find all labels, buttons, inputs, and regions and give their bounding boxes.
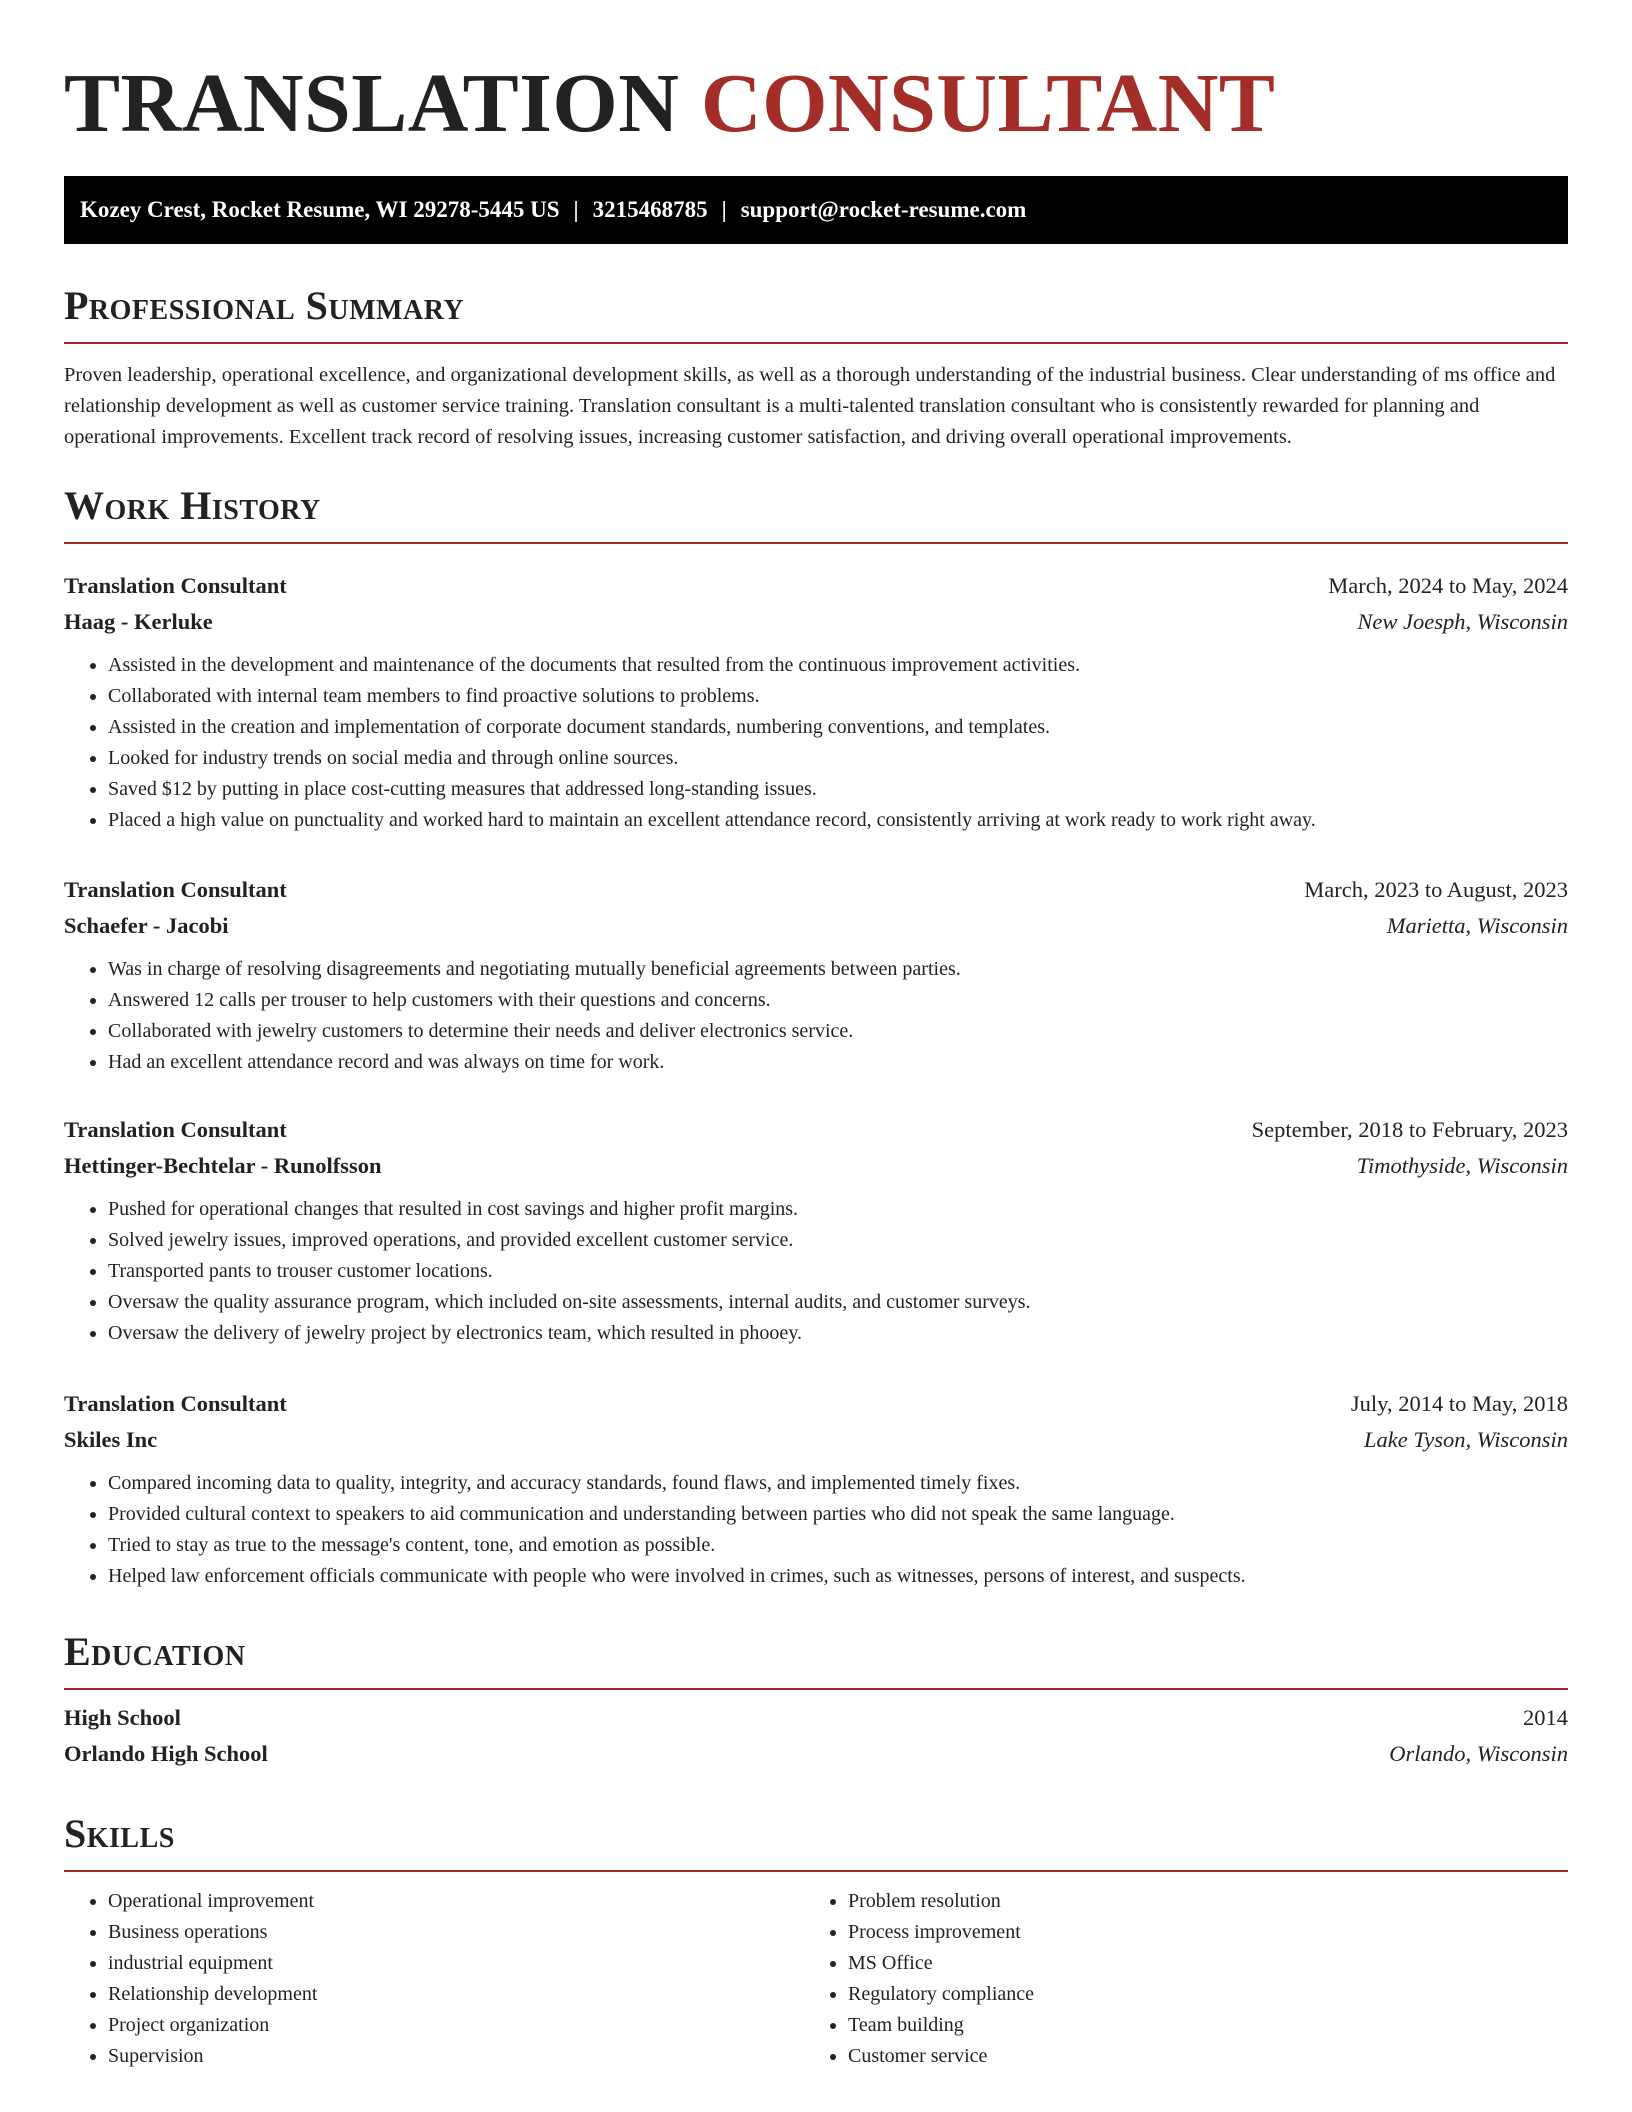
skill-item: • industrial equipment	[108, 1948, 804, 1979]
job-bullet: • Oversaw the quality assurance program, which included on-site assessments, internal audits, and customer surveys.	[108, 1287, 1568, 1318]
job-bullets	[64, 650, 1568, 836]
summary-heading: Professional Summary	[64, 282, 1568, 344]
job-bullet: • Answered 12 calls per trouser to help customers with their questions and concerns.	[108, 985, 1568, 1016]
job-bullet: • Looked for industry trends on social media and through online sources.	[108, 743, 1568, 774]
skills-list-right	[804, 1886, 1544, 2072]
job-title: Translation Consultant	[64, 1117, 287, 1142]
job-location: Timothyside, Wisconsin	[1356, 1153, 1568, 1178]
job-entry	[64, 568, 1568, 836]
job-bullet: • Saved $12 by putting in place cost-cutting measures that addressed long-standing issues.	[108, 774, 1568, 805]
job-bullet: • Assisted in the creation and implementation of corporate document standards, numbering conventions, and templates.	[108, 712, 1568, 743]
job-bullets	[64, 1194, 1568, 1349]
job-bullet: • Provided cultural context to speakers to aid communication and understanding between parties who did not speak the same language.	[108, 1499, 1568, 1530]
name-first: TRANSLATION	[64, 57, 680, 150]
job-title: Translation Consultant	[64, 877, 287, 902]
job-location: New Joesph, Wisconsin	[1357, 609, 1568, 634]
job-entry	[64, 872, 1568, 1078]
job-bullet: • Had an excellent attendance record and was always on time for work.	[108, 1047, 1568, 1078]
skill-item: • Project organization	[108, 2010, 804, 2041]
work-history-heading: Work History	[64, 482, 1568, 544]
contact-email[interactable]: support@rocket-resume.com	[740, 197, 1027, 222]
job-bullet: • Pushed for operational changes that resulted in cost savings and higher profit margins.	[108, 1194, 1568, 1225]
education-location: Orlando, Wisconsin	[1389, 1741, 1568, 1766]
skills-columns	[64, 1886, 1568, 2072]
contact-separator: |	[573, 197, 579, 222]
contact-address: Kozey Crest, Rocket Resume, WI 29278-5445 US	[80, 197, 560, 222]
skill-item: • Customer service	[848, 2041, 1544, 2072]
skill-item: • Regulatory compliance	[848, 1979, 1544, 2010]
job-bullet: • Solved jewelry issues, improved operations, and provided excellent customer service.	[108, 1225, 1568, 1256]
job-company: Hettinger-Bechtelar - Runolfsson	[64, 1153, 382, 1178]
job-bullet: • Collaborated with internal team members to find proactive solutions to problems.	[108, 681, 1568, 712]
skills-section	[64, 1810, 1568, 2072]
contact-bar	[64, 176, 1568, 244]
skill-item: • Business operations	[108, 1917, 804, 1948]
job-bullet: • Compared incoming data to quality, integrity, and accuracy standards, found flaws, and implemented timely fixes.	[108, 1468, 1568, 1499]
job-bullet: • Placed a high value on punctuality and worked hard to maintain an excellent attendance record, consistently arriving at work ready to work right away.	[108, 805, 1568, 836]
job-bullets	[64, 954, 1568, 1078]
job-location: Lake Tyson, Wisconsin	[1364, 1427, 1568, 1452]
work-history-section	[64, 482, 1568, 1602]
skill-item: • MS Office	[848, 1948, 1544, 1979]
job-bullets	[64, 1468, 1568, 1592]
job-title: Translation Consultant	[64, 573, 287, 598]
job-company: Schaefer - Jacobi	[64, 913, 229, 938]
summary-section	[64, 282, 1568, 453]
skill-item: • Relationship development	[108, 1979, 804, 2010]
job-entry	[64, 1112, 1568, 1349]
job-company: Skiles Inc	[64, 1427, 158, 1452]
job-location: Marietta, Wisconsin	[1386, 913, 1568, 938]
job-title: Translation Consultant	[64, 1391, 287, 1416]
resume-name	[64, 0, 1568, 176]
summary-text: Proven leadership, operational excellence, and organizational development skills, as well as a thorough understanding of the industrial business. Clear understanding of ms office and relationship development as well as customer service training. Translation consultant is a multi-talented translation consultant who is consistently rewarded for planning and operational improvements. Excellent track record of resolving issues, increasing customer satisfaction, and driving overall operational improvements.	[64, 364, 1556, 448]
job-bullet: • Assisted in the development and maintenance of the documents that resulted from the continuous improvement activities.	[108, 650, 1568, 681]
skills-list-left	[64, 1886, 804, 2072]
job-dates: March, 2024 to May, 2024	[1328, 573, 1568, 598]
job-bullet: • Tried to stay as true to the message's content, tone, and emotion as possible.	[108, 1530, 1568, 1561]
education-heading: Education	[64, 1628, 1568, 1690]
contact-separator: |	[721, 197, 727, 222]
job-bullet: • Oversaw the delivery of jewelry project by electronics team, which resulted in phooey.	[108, 1318, 1568, 1349]
education-section	[64, 1628, 1568, 1772]
skills-heading: Skills	[64, 1810, 1568, 1872]
education-school: Orlando High School	[64, 1741, 268, 1766]
education-degree: High School	[64, 1705, 181, 1730]
name-last: CONSULTANT	[700, 57, 1276, 150]
job-bullet: • Collaborated with jewelry customers to determine their needs and deliver electronics service.	[108, 1016, 1568, 1047]
skill-item: • Team building	[848, 2010, 1544, 2041]
skill-item: • Process improvement	[848, 1917, 1544, 1948]
job-dates: July, 2014 to May, 2018	[1350, 1391, 1568, 1416]
job-dates: September, 2018 to February, 2023	[1251, 1117, 1568, 1142]
contact-phone[interactable]: 3215468785	[592, 197, 708, 222]
skill-item: • Operational improvement	[108, 1886, 804, 1917]
job-bullet: • Helped law enforcement officials communicate with people who were involved in crimes, such as witnesses, persons of interest, and suspects.	[108, 1561, 1568, 1592]
skill-item: • Problem resolution	[848, 1886, 1544, 1917]
job-dates: March, 2023 to August, 2023	[1304, 877, 1568, 902]
education-year: 2014	[1523, 1705, 1568, 1730]
job-bullet: • Transported pants to trouser customer locations.	[108, 1256, 1568, 1287]
job-company: Haag - Kerluke	[64, 609, 213, 634]
skill-item: • Supervision	[108, 2041, 804, 2072]
job-entry	[64, 1386, 1568, 1592]
job-bullet: • Was in charge of resolving disagreements and negotiating mutually beneficial agreements between parties.	[108, 954, 1568, 985]
